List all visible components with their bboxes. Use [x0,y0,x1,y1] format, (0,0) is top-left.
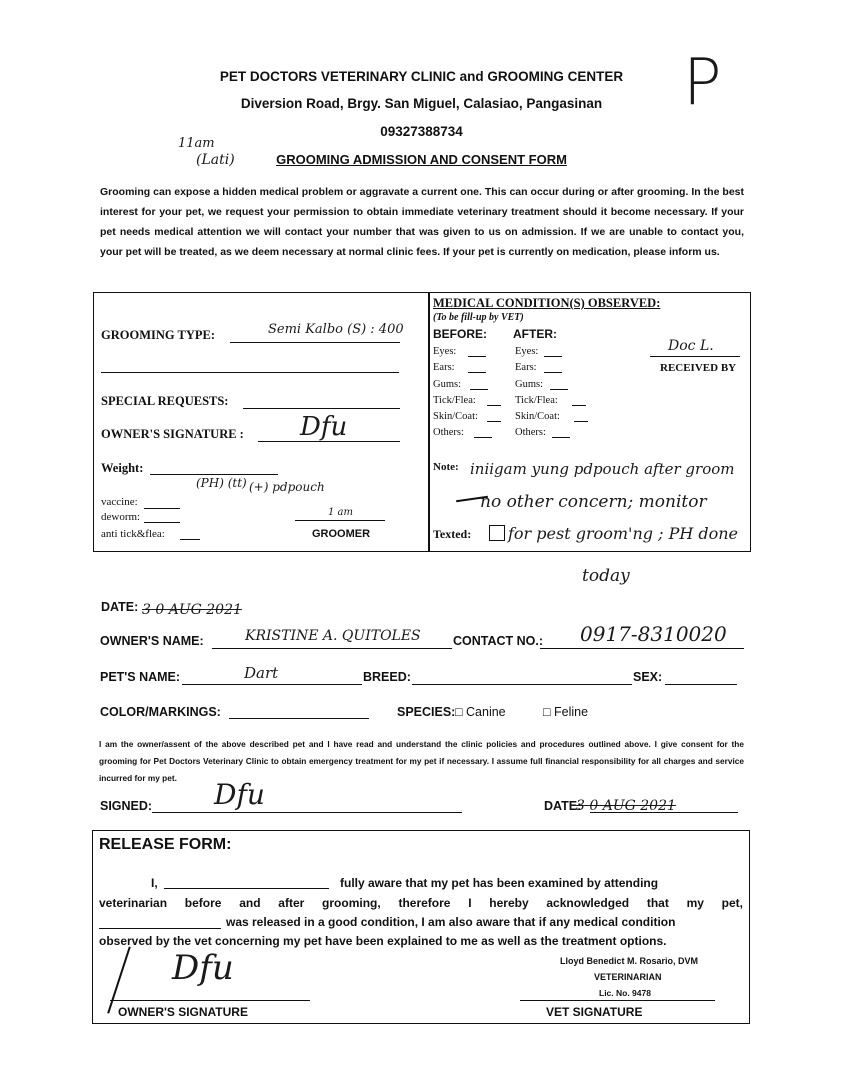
pdpouch-note: (+) pdpouch [249,480,325,494]
vet-name: Lloyd Benedict M. Rosario, DVM [560,956,699,966]
sex-label: SEX: [633,670,663,684]
date-label: DATE: [101,600,139,614]
note-line-2: no other concern; monitor [480,492,707,512]
grooming-type-label: GROOMING TYPE: [101,328,216,342]
signed-date-label: DATE: [544,799,582,813]
before-ears: Ears: [433,362,455,373]
pet-name-label: PET'S NAME: [100,670,181,684]
release-owner-signature: Dfu [172,948,234,988]
weight-label: Weight: [101,461,144,475]
before-others: Others: [433,427,464,438]
note-line-1: iniigam yung pdpouch after groom [470,460,735,478]
box-divider [428,292,430,552]
release-text-3: was released in a good condition, I am also aware that if any medical condition [226,915,676,929]
release-text-1b: fully aware that my pet has been examined by attending [340,876,659,890]
received-by-label: RECEIVED BY [660,362,737,374]
after-others: Others: [515,427,546,438]
time-note-2: (Lati) [196,152,235,168]
pet-name-value: Dart [244,664,279,682]
contact-label: CONTACT NO.: [453,634,544,648]
intro-paragraph: Grooming can expose a hidden medical problem or aggravate a current one. This can occur during or after grooming. In the best interest for your pet, we request your permission to obtain immediate veterinary treatment should it become necessary. If your pet needs medical attention we will contact your number that was given to us on admission. If we are unable to contact you, your pet will be treated, as we deem necessary at normal clinic fees. If your pet is currently on medication, please inform us. [100,186,744,258]
species-canine-option[interactable]: □ Canine [455,705,506,719]
special-requests-label: SPECIAL REQUESTS: [101,394,229,408]
color-markings-label: COLOR/MARKINGS: [100,705,221,719]
medical-subtitle: (To be fill-up by VET) [433,312,524,323]
clinic-name: PET DOCTORS VETERINARY CLINIC and GROOMING CENTER [219,69,624,84]
grooming-type-value: Semi Kalbo (S) : 400 [268,322,404,337]
received-by-value: Doc L. [668,338,714,354]
release-text-4: observed by the vet concerning my pet have been explained to me as well as the treatment options. [99,934,667,948]
breed-label: BREED: [363,670,411,684]
vet-license: Lic. No. 9478 [599,988,651,998]
release-text-1a: I, [151,876,158,890]
before-eyes: Eyes: [433,346,457,357]
owner-name-label: OWNER'S NAME: [100,634,204,648]
signed-date-value: 3 0 AUG 2021 [576,798,676,814]
deworm-label: deworm: [101,511,141,523]
groomer-label: GROOMER [312,528,371,540]
species-feline-option[interactable]: □ Feline [543,705,589,719]
clinic-phone: 09327388734 [380,124,463,139]
texted-checkbox[interactable] [489,525,505,541]
note-label: Note: [433,461,459,473]
signed-value: Dfu [214,778,265,811]
form-title: GROOMING ADMISSION AND CONSENT FORM [276,152,567,167]
after-skin: Skin/Coat: [515,411,560,422]
medical-title: MEDICAL CONDITION(S) OBSERVED: [433,296,661,310]
after-tick: Tick/Flea: [515,395,558,406]
note-line-3: for pest groom'ng ; PH done [508,524,739,543]
species-label: SPECIES: [397,705,456,719]
before-gums: Gums: [433,379,462,390]
vet-signature-label: VET SIGNATURE [546,1005,643,1019]
vet-title: VETERINARIAN [594,972,662,982]
corner-mark: P [683,46,722,120]
clinic-address: Diversion Road, Brgy. San Miguel, Calasiao, Pangasinan [240,96,603,111]
after-gums: Gums: [515,379,544,390]
vaccine-label: vaccine: [101,496,138,508]
signed-label: SIGNED: [100,799,153,813]
before-skin: Skin/Coat: [433,411,478,422]
before-tick: Tick/Flea: [433,395,476,406]
after-eyes: Eyes: [515,346,539,357]
after-label: AFTER: [513,327,557,341]
owner-signature-release-label: OWNER'S SIGNATURE [118,1005,248,1019]
ph-note: (PH) (tt) [196,476,247,490]
before-label: BEFORE: [433,327,487,341]
date-value: 3 0 AUG 2021 [142,602,242,618]
consent-paragraph: I am the owner/assent of the above described pet and I have read and understand the clinic policies and procedures outlined above. I give consent for the grooming for Pet Doctors Veterinary Clinic to obtain emergency treatment for my pet if necessary. I assume full financial responsibility for all charges and service incurred for my pet. [99,739,744,783]
release-text-2: veterinarian before and after grooming, therefore I hereby acknowledged that my pet, [99,896,743,910]
contact-value: 0917-8310020 [580,622,727,646]
groomer-time: 1 am [328,507,353,518]
texted-label: Texted: [433,527,472,541]
note-line-4: today [582,566,630,586]
owner-signature-label: OWNER'S SIGNATURE : [101,427,244,441]
owner-name-value: KRISTINE A. QUITOLES [245,628,421,644]
after-ears: Ears: [515,362,537,373]
anti-tick-label: anti tick&flea: [101,528,165,540]
time-note: 11am [178,136,215,151]
owner-signature-value: Dfu [300,412,348,442]
release-form-title: RELEASE FORM: [99,836,232,853]
